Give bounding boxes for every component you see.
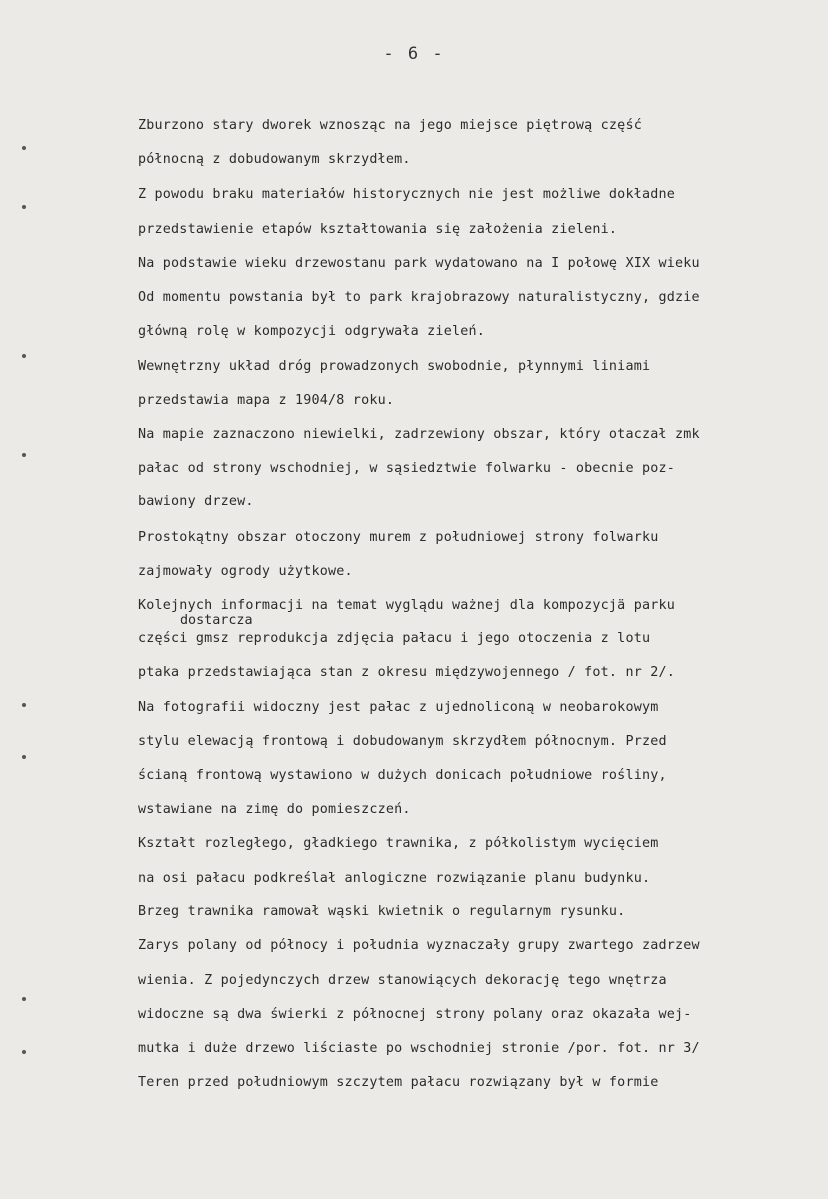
margin-mark	[22, 997, 26, 1001]
text-line: wienia. Z pojedynczych drzew stanowiących dekorację tego wnętrza	[138, 973, 667, 988]
margin-mark	[22, 1050, 26, 1054]
margin-mark	[22, 146, 26, 150]
text-line: główną rolę w kompozycji odgrywała zieleń.	[138, 324, 485, 339]
margin-mark	[22, 205, 26, 209]
text-line: Zburzono stary dworek wznosząc na jego miejsce piętrową część	[138, 118, 642, 133]
text-line: na osi pałacu podkreślał anlogiczne rozwiązanie planu budynku.	[138, 871, 651, 886]
text-line: widoczne są dwa świerki z północnej strony polany oraz okazała wej-	[138, 1007, 692, 1022]
text-line: Prostokątny obszar otoczony murem z południowej strony folwarku	[138, 530, 659, 545]
margin-mark	[22, 755, 26, 759]
text-line: Kształt rozległego, gładkiego trawnika, z półkolistym wycięciem	[138, 836, 659, 851]
margin-mark	[22, 453, 26, 457]
text-line: Od momentu powstania był to park krajobrazowy naturalistyczny, gdzie	[138, 290, 700, 305]
text-line: części gmsz reprodukcja zdjęcia pałacu i jego otoczenia z lotu	[138, 631, 651, 646]
text-line: Wewnętrzny układ dróg prowadzonych swobodnie, płynnymi liniami	[138, 359, 651, 374]
text-line: ścianą frontową wystawiono w dużych donicach południowe rośliny,	[138, 768, 667, 783]
text-line: Zarys polany od północy i południa wyznaczały grupy zwartego zadrzew	[138, 938, 700, 953]
interlinear-insertion: dostarcza	[180, 613, 253, 628]
text-line: wstawiane na zimę do pomieszczeń.	[138, 802, 411, 817]
text-line: stylu elewacją frontową i dobudowanym skrzydłem północnym. Przed	[138, 734, 667, 749]
text-line: północną z dobudowanym skrzydłem.	[138, 152, 411, 167]
text-line: przedstawienie etapów kształtowania się założenia zieleni.	[138, 222, 618, 237]
text-line: bawiony drzew.	[138, 494, 254, 509]
text-line: Z powodu braku materiałów historycznych nie jest możliwe dokładne	[138, 187, 676, 202]
text-line: zajmowały ogrody użytkowe.	[138, 564, 353, 579]
text-line: Na mapie zaznaczono niewielki, zadrzewiony obszar, który otaczał zmk	[138, 427, 700, 442]
text-line: mutka i duże drzewo liściaste po wschodniej stronie /por. fot. nr 3/	[138, 1041, 700, 1056]
margin-mark	[22, 703, 26, 707]
text-line: Na podstawie wieku drzewostanu park wydatowano na I połowę XIX wieku	[138, 256, 700, 271]
text-line: przedstawia mapa z 1904/8 roku.	[138, 393, 395, 408]
text-line: Brzeg trawnika ramował wąski kwietnik o regularnym rysunku.	[138, 904, 626, 919]
margin-mark	[22, 354, 26, 358]
text-line: ptaka przedstawiająca stan z okresu międzywojennego / fot. nr 2/.	[138, 665, 676, 680]
text-line: Na fotografii widoczny jest pałac z ujednoliconą w neobarokowym	[138, 700, 659, 715]
text-line: Teren przed południowym szczytem pałacu rozwiązany był w formie	[138, 1075, 659, 1090]
page-number: - 6 -	[383, 44, 445, 64]
text-line: pałac od strony wschodniej, w sąsiedztwie folwarku - obecnie poz-	[138, 461, 676, 476]
text-line: Kolejnych informacji na temat wyglądu ważnej dla kompozycjä parku	[138, 598, 676, 613]
